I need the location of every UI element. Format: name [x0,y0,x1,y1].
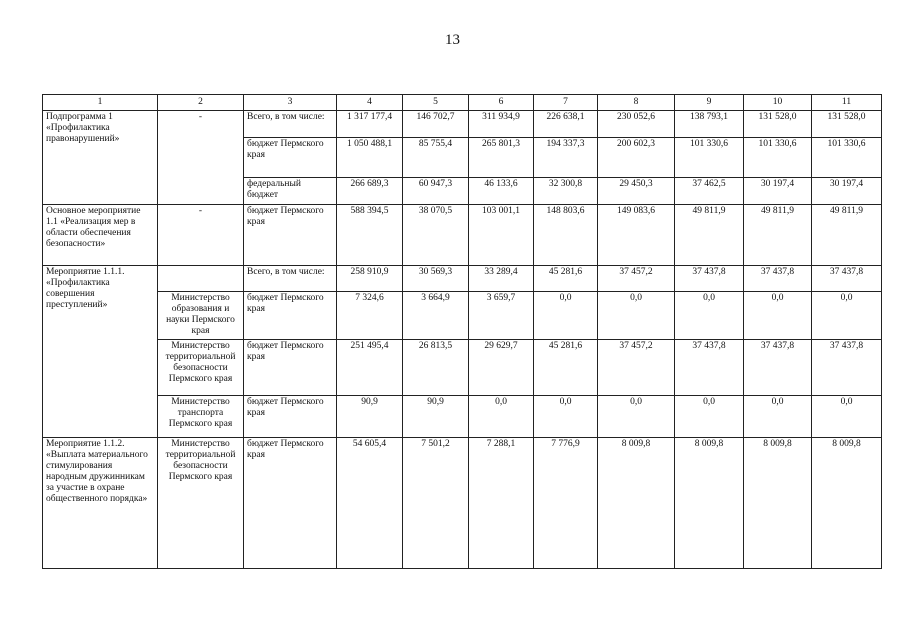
value-cell: 194 337,3 [534,138,598,178]
value-cell: 138 793,1 [675,111,744,138]
source-cell: Всего, в том числе: [244,111,337,138]
value-cell: 0,0 [675,292,744,340]
executor-cell: - [158,205,244,266]
source-cell: бюджет Пермского края [244,396,337,438]
value-cell: 33 289,4 [469,266,534,292]
header-cell: 7 [534,95,598,111]
value-cell: 230 052,6 [598,111,675,138]
value-cell: 149 083,6 [598,205,675,266]
program-cell: Подпрограмма 1 «Профилактика правонарушений» [43,111,158,205]
value-cell: 37 437,8 [744,340,812,396]
value-cell: 54 605,4 [337,438,403,569]
value-cell: 0,0 [534,292,598,340]
value-cell: 311 934,9 [469,111,534,138]
value-cell: 38 070,5 [403,205,469,266]
value-cell: 0,0 [812,396,882,438]
value-cell: 7 324,6 [337,292,403,340]
value-cell: 8 009,8 [744,438,812,569]
value-cell: 101 330,6 [744,138,812,178]
source-cell: бюджет Пермского края [244,292,337,340]
value-cell: 60 947,3 [403,178,469,205]
page-number: 13 [445,32,460,48]
value-cell: 37 437,8 [812,340,882,396]
value-cell: 265 801,3 [469,138,534,178]
value-cell: 266 689,3 [337,178,403,205]
value-cell: 7 776,9 [534,438,598,569]
value-cell: 0,0 [744,396,812,438]
table-row [43,292,882,340]
header-row [43,95,882,111]
value-cell: 90,9 [403,396,469,438]
value-cell: 0,0 [534,396,598,438]
value-cell: 30 197,4 [812,178,882,205]
value-cell: 29 629,7 [469,340,534,396]
table-row [43,438,882,569]
value-cell: 101 330,6 [675,138,744,178]
value-cell: 45 281,6 [534,266,598,292]
table-row [43,266,882,292]
value-cell: 45 281,6 [534,340,598,396]
value-cell: 37 462,5 [675,178,744,205]
source-cell: федеральный бюджет [244,178,337,205]
value-cell: 131 528,0 [744,111,812,138]
value-cell: 49 811,9 [812,205,882,266]
source-cell: бюджет Пермского края [244,205,337,266]
source-cell: Всего, в том числе: [244,266,337,292]
header-cell: 10 [744,95,812,111]
executor-cell: Министерство образования и науки Пермского края [158,292,244,340]
header-cell: 8 [598,95,675,111]
executor-cell: Министерство территориальной безопасности Пермского края [158,340,244,396]
value-cell: 131 528,0 [812,111,882,138]
value-cell: 103 001,1 [469,205,534,266]
value-cell: 37 457,2 [598,340,675,396]
value-cell: 258 910,9 [337,266,403,292]
value-cell: 29 450,3 [598,178,675,205]
value-cell: 8 009,8 [598,438,675,569]
program-cell: Мероприятие 1.1.1. «Профилактика совершения преступлений» [43,266,158,438]
value-cell: 101 330,6 [812,138,882,178]
table-row [43,205,882,266]
value-cell: 0,0 [744,292,812,340]
table-row [43,340,882,396]
value-cell: 30 197,4 [744,178,812,205]
table-row [43,111,882,138]
budget-table [42,94,882,569]
header-cell: 6 [469,95,534,111]
header-cell: 1 [43,95,158,111]
value-cell: 0,0 [598,292,675,340]
header-cell: 5 [403,95,469,111]
value-cell: 37 437,8 [675,340,744,396]
value-cell: 200 602,3 [598,138,675,178]
source-cell: бюджет Пермского края [244,438,337,569]
value-cell: 46 133,6 [469,178,534,205]
value-cell: 8 009,8 [675,438,744,569]
table-row [43,396,882,438]
executor-cell: - [158,111,244,205]
value-cell: 26 813,5 [403,340,469,396]
program-cell: Основное мероприятие 1.1 «Реализация мер в области обеспечения безопасности» [43,205,158,266]
header-cell: 2 [158,95,244,111]
value-cell: 49 811,9 [744,205,812,266]
source-cell: бюджет Пермского края [244,138,337,178]
value-cell: 146 702,7 [403,111,469,138]
program-cell: Мероприятие 1.1.2. «Выплата материального стимулирования народным дружинникам за участие в охране общественного порядка» [43,438,158,569]
value-cell: 3 664,9 [403,292,469,340]
header-cell: 4 [337,95,403,111]
executor-cell: Министерство транспорта Пермского края [158,396,244,438]
value-cell: 8 009,8 [812,438,882,569]
value-cell: 32 300,8 [534,178,598,205]
value-cell: 0,0 [812,292,882,340]
value-cell: 226 638,1 [534,111,598,138]
value-cell: 49 811,9 [675,205,744,266]
value-cell: 588 394,5 [337,205,403,266]
value-cell: 7 501,2 [403,438,469,569]
value-cell: 37 457,2 [598,266,675,292]
value-cell: 0,0 [675,396,744,438]
value-cell: 37 437,8 [675,266,744,292]
value-cell: 1 050 488,1 [337,138,403,178]
executor-cell: Министерство территориальной безопасности Пермского края [158,438,244,569]
value-cell: 0,0 [469,396,534,438]
source-cell: бюджет Пермского края [244,340,337,396]
value-cell: 251 495,4 [337,340,403,396]
value-cell: 0,0 [598,396,675,438]
header-cell: 9 [675,95,744,111]
value-cell: 148 803,6 [534,205,598,266]
value-cell: 7 288,1 [469,438,534,569]
value-cell: 37 437,8 [744,266,812,292]
executor-cell [158,266,244,292]
value-cell: 90,9 [337,396,403,438]
value-cell: 1 317 177,4 [337,111,403,138]
value-cell: 85 755,4 [403,138,469,178]
header-cell: 3 [244,95,337,111]
header-cell: 11 [812,95,882,111]
value-cell: 3 659,7 [469,292,534,340]
value-cell: 30 569,3 [403,266,469,292]
value-cell: 37 437,8 [812,266,882,292]
